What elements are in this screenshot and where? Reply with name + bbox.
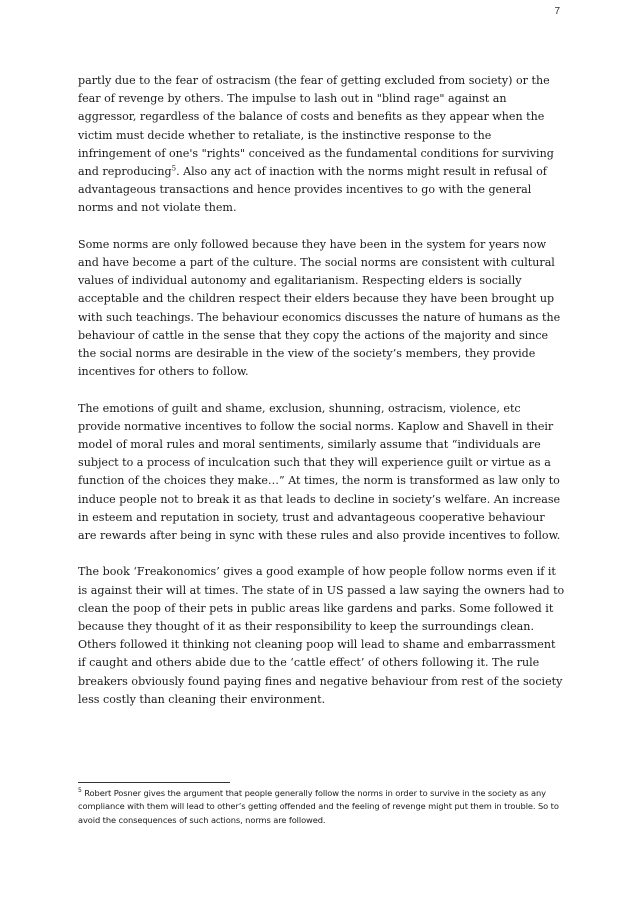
page-number: 7 [554,6,560,17]
paragraph-1 [78,72,566,218]
footnote-reference[interactable]: 5 [171,164,177,173]
paragraph-4: The book ‘Freakonomics’ gives a good example of how people follow norms even if it is against their will at times. The state of in US passed a law saying the owners had to clean the poop of their pets in public areas like gardens and parks. Some followed it because they thought of it as their responsibility to keep the surroundings clean. Others followed it thinking not cleaning poop will lead to shame and embarrassment if caught and others abide due to the ‘cattle effect’ of others following it. The rule breakers obviously found paying fines and negative behaviour from rest of the society less costly than cleaning their environment. [78,565,565,706]
footnote-marker: 5 [78,787,82,795]
paragraph-1-text-a: partly due to the fear of ostracism (the fear of getting excluded from society) or the fear of revenge by others. The impulse to lash out in "blind rage" against an aggressor, regardless of the balance of costs and benefits as they appear when the victim must decide whether to retaliate, is the instinctive response to the infringement of one's "rights" conceived as the fundamental conditions for surviving and reproducing [78,74,554,179]
body-text [78,72,566,727]
paragraph-1-text-b: . Also any act of inaction with the norms might result in refusal of advantageous transactions and hence provides incentives to go with the general norms and not violate them. [78,165,547,215]
paragraph-2: Some norms are only followed because they have been in the system for years now and have become a part of the culture. The social norms are consistent with cultural values of individual autonomy and egalitarianism. Respecting elders is socially acceptable and the children respect their elders because they have been brought up with such teachings. The behaviour economics discusses the nature of humans as the behaviour of cattle in the sense that they copy the actions of the majority and since the social norms are desirable in the view of the society’s members, they provide incentives for others to follow. [78,237,561,379]
footnote [78,787,566,827]
footnote-text: Robert Posner gives the argument that people generally follow the norms in order to survive in the society as any compliance with them will lead to other’s getting offended and the feeling of revenge might put them in trouble. So to avoid the consequences of such actions, norms are followed. [78,788,559,825]
footnote-separator [78,782,230,783]
paragraph-3: The emotions of guilt and shame, exclusion, shunning, ostracism, violence, etc provide normative incentives to follow the social norms. Kaplow and Shavell in their model of moral rules and moral sentiments, similarly assume that “individuals are subject to a process of inculcation such that they will experience guilt or virtue as a function of the choices they make…” At times, the norm is transformed as law only to induce people not to break it as that leads to decline in society’s welfare. An increase in esteem and reputation in society, trust and advantageous cooperative behaviour are rewards after being in sync with these rules and also provide incentives to follow. [78,401,561,543]
